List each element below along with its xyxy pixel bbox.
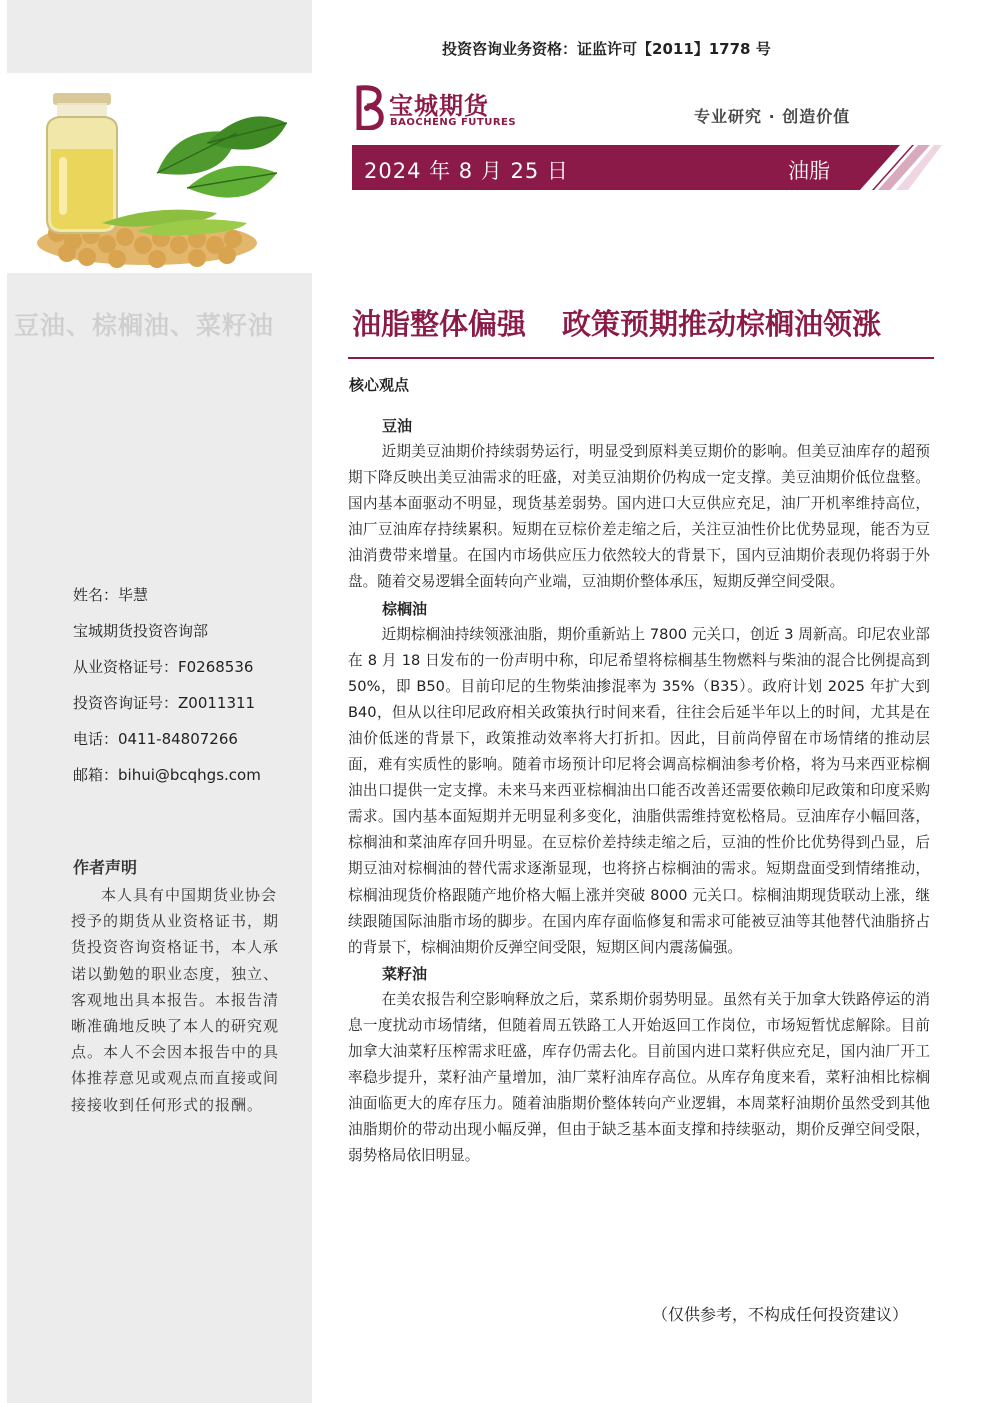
report-category: 油脂 bbox=[788, 159, 830, 183]
company-logo bbox=[353, 84, 523, 132]
phone: 电话：0411-84807266 bbox=[73, 730, 238, 748]
date-banner bbox=[352, 145, 942, 190]
declaration-title: 作者声明 bbox=[73, 858, 138, 877]
author-name: 姓名：毕慧 bbox=[73, 586, 149, 604]
report-headline bbox=[352, 302, 881, 343]
qualification-number: 从业资格证号：F0268536 bbox=[73, 658, 254, 676]
section-text-soybean-oil: 近期美豆油期价持续弱势运行，明显受到原料美豆期价的影响。但美豆油库存的超预期下降反映出美豆油需求的旺盛，对美豆油期价仍构成一定支撑。美豆油期价低位盘整。国内基本面驱动不明显，现货基差弱势。国内进口大豆供应充足，油厂开机率维持高位，油厂豆油库存持续累积。短期在豆棕价差走缩之后，关注豆油性价比优势显现，能否为豆油消费带来增量。在国内市场供应压力依然较大的背景下，国内豆油期价表现仍将弱于外盘。随着交易逻辑全面转向产业端，豆油期价整体承压，短期反弹空间受限。 bbox=[348, 443, 930, 591]
sidebar-title: 豆油、棕榈油、菜籽油 bbox=[14, 311, 275, 340]
author-contact bbox=[73, 585, 261, 801]
slogan: 专业研究 · 创造价值 bbox=[694, 107, 851, 126]
email: 邮箱：bihui@bcqhgs.com bbox=[73, 766, 261, 784]
disclaimer: （仅供参考，不构成任何投资建议） bbox=[652, 1305, 909, 1324]
section-title-soybean-oil: 豆油 bbox=[382, 417, 413, 435]
core-view-label: 核心观点 bbox=[349, 376, 410, 394]
soybean-oil-illustration bbox=[7, 73, 312, 273]
section-title-rapeseed-oil: 菜籽油 bbox=[382, 964, 428, 983]
declaration-text: 本人具有中国期货业协会授予的期货从业资格证书，期货投资咨询资格证书，本人承诺以勤勉的职业态度，独立、客观地出具本报告。本报告清晰准确地反映了本人的研究观点。本人不会因本报告中的具体推荐意见或观点而直接或间接接收到任何形式的报酬。 bbox=[71, 886, 280, 1114]
section-text-rapeseed-oil: 在美农报告利空影响释放之后，菜系期价弱势明显。虽然有关于加拿大铁路停运的消息一度扰动市场情绪，但随着周五铁路工人开始返回工作岗位，市场短暂忧虑解除。目前加拿大油菜籽压榨需求旺盛，库存仍需去化。目前国内进口菜籽供应充足，国内油厂开工率稳步提升，菜籽油产量增加，油厂菜籽油库存高位。从库存角度来看，菜籽油相比棕榈油面临更大的库存压力。随着油脂期价整体转向产业逻辑，本周菜籽油期价虽然受到其他油脂期价的带动出现小幅反弹，但由于缺乏基本面支撑和持续驱动，期价反弹空间受限，弱势格局依旧明显。 bbox=[348, 990, 930, 1165]
logo-text-en: BAOCHENG FUTURES bbox=[390, 117, 517, 128]
hero-image bbox=[7, 73, 312, 273]
report-body bbox=[348, 413, 938, 1169]
author-department: 宝城期货投资咨询部 bbox=[73, 622, 209, 640]
headline-divider bbox=[348, 357, 934, 359]
headline-part-1: 油脂整体偏强 bbox=[352, 307, 527, 341]
logo-mark-icon bbox=[353, 84, 387, 130]
report-date: 2024 年 8 月 25 日 bbox=[364, 159, 569, 183]
consulting-number: 投资咨询证号：Z0011311 bbox=[73, 694, 256, 712]
section-title-palm-oil: 棕榈油 bbox=[382, 599, 428, 618]
section-text-palm-oil: 近期棕榈油持续领涨油脂，期价重新站上 7800 元关口，创近 3 周新高。印尼农业部在 8 月 18 日发布的一份声明中称，印尼希望将棕榈基生物燃料与柴油的混合比例提高到 50%，即 B50。目前印尼的生物柴油掺混率为 35%（B35）。政府计划 2025 年扩大到 B40，但从以往印尼政府相关政策执行时间来看，往往会后延半年以上的时间，尤其是在油价低迷的背景下，政策推动效率将大打折扣。因此，目前尚停留在市场情绪的推动层面，难有实质性的影响。随着市场预计印尼将会调高棕榈油参考价格，将为马来西亚棕榈油出口提供一定支撑。未来马来西亚棕榈油出口能否改善还需要依赖印尼政策和印度采购需求。国内基本面短期并无明显利多变化，油脂供需维持宽松格局。豆油库存小幅回落，棕榈油和菜油库存回升明显。在豆棕价差持续走缩之后，豆油的性价比优势得到凸显，后期豆油对棕榈油的替代需求逐渐显现，也将挤占棕榈油的需求。短期盘面受到情绪推动，棕榈油现货价格跟随产地价格大幅上涨并突破 8000 元关口。棕榈油期现货联动上涨，继续跟随国际油脂市场的脚步。在国内库存面临修复和需求可能被豆油等其他替代油脂挤占的背景下，棕榈油期价反弹空间受限，短期区间内震荡偏强。 bbox=[348, 625, 930, 956]
headline-part-2: 政策预期推动棕榈油领涨 bbox=[562, 307, 882, 341]
logo-text-cn: 宝城期货 bbox=[389, 92, 489, 120]
license-line: 投资咨询业务资格：证监许可【2011】1778 号 bbox=[442, 40, 771, 58]
